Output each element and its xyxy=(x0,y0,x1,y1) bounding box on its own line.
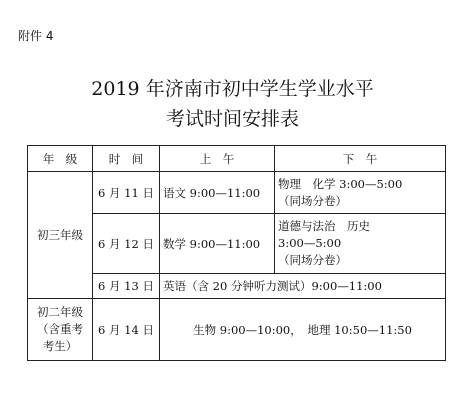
afternoon-cell xyxy=(275,172,446,214)
exam-schedule-table xyxy=(27,145,446,361)
header-time: 时 间 xyxy=(93,146,160,172)
attachment-label: 附件 4 xyxy=(18,29,54,43)
grade-line: 考生） xyxy=(42,339,78,353)
afternoon-line: 3:00—5:00 xyxy=(278,236,342,250)
header-afternoon: 下 午 xyxy=(275,146,446,172)
afternoon-line: 物理 化学 3:00—5:00 xyxy=(278,176,403,191)
date-cell: 6 月 11 日 xyxy=(93,172,160,214)
date-cell: 6 月 12 日 xyxy=(93,214,160,274)
date-cell: 6 月 13 日 xyxy=(93,274,160,299)
grade-line: （含重考 xyxy=(37,322,83,336)
grade-cell-grade9: 初三年级 xyxy=(28,172,93,299)
afternoon-cell xyxy=(275,214,446,274)
page-title: 2019 年济南市初中学生学业水平 xyxy=(91,78,374,100)
page-subtitle: 考试时间安排表 xyxy=(165,108,299,130)
full-day-cell: 英语（含 20 分钟听力测试）9:00—11:00 xyxy=(160,274,446,299)
table-row xyxy=(28,299,446,361)
afternoon-line: （同场分卷） xyxy=(278,193,347,208)
grade-cell-grade8 xyxy=(28,299,93,361)
header-morning: 上 午 xyxy=(160,146,275,172)
morning-cell: 数学 9:00—11:00 xyxy=(160,214,275,274)
header-grade: 年 级 xyxy=(28,146,93,172)
date-cell: 6 月 14 日 xyxy=(93,299,160,361)
grade-line: 初二年级 xyxy=(37,305,83,319)
afternoon-line: （同场分卷） xyxy=(278,253,347,267)
full-day-cell: 生物 9:00—10:00， 地理 10:50—11:50 xyxy=(160,299,446,361)
table-row xyxy=(28,172,446,214)
afternoon-line: 道德与法治 历史 xyxy=(278,219,370,233)
table-header-row xyxy=(28,146,446,172)
morning-cell: 语文 9:00—11:00 xyxy=(160,172,275,214)
